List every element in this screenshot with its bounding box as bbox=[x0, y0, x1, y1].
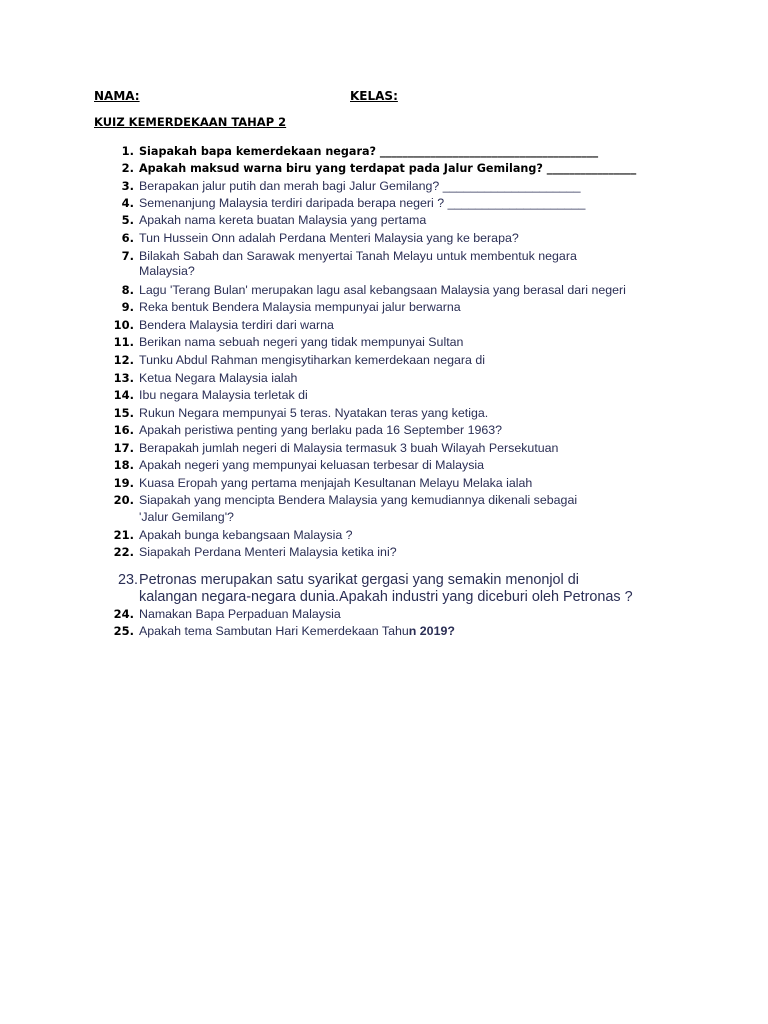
nama-label: NAMA: bbox=[94, 89, 140, 103]
question-text: Berikan nama sebuah negeri yang tidak mempunyai Sultan bbox=[139, 335, 464, 349]
question-text: Apakah peristiwa penting yang berlaku pada 16 September 1963? bbox=[139, 423, 503, 437]
question-text: Tun Hussein Onn adalah Perdana Menteri Malaysia yang ke berapa? bbox=[139, 231, 519, 245]
question-number: 6. bbox=[121, 231, 134, 245]
question-number: 19. bbox=[113, 476, 134, 490]
question-number: 11. bbox=[113, 335, 134, 349]
question-text: Ketua Negara Malaysia ialah bbox=[139, 371, 298, 385]
question-number: 25. bbox=[113, 624, 134, 638]
question-number: 14. bbox=[113, 388, 134, 402]
question-number: 4. bbox=[121, 196, 134, 210]
question-text: Tunku Abdul Rahman mengisytiharkan kemerdekaan negara di bbox=[139, 353, 485, 367]
question-number: 8. bbox=[121, 283, 134, 297]
question-number: 12. bbox=[113, 353, 134, 367]
question-number: 3. bbox=[121, 179, 134, 193]
question-text: Apakah maksud warna biru yang terdapat pada Jalur Gemilang? ________________ bbox=[139, 162, 637, 175]
question-text-line2: kalangan negara-negara dunia.Apakah industri yang diceburi oleh Petronas ? bbox=[139, 589, 633, 605]
question-text: Bilakah Sabah dan Sarawak menyertai Tanah Melayu untuk membentuk negara bbox=[139, 249, 577, 263]
question-text-line2: Malaysia? bbox=[139, 264, 195, 278]
question-number: 16. bbox=[113, 423, 134, 437]
question-number: 5. bbox=[121, 213, 134, 227]
question-text bbox=[139, 624, 455, 639]
question-number: 24. bbox=[113, 607, 134, 621]
question-text-bold: n 2019? bbox=[408, 624, 455, 638]
kelas-label: KELAS: bbox=[350, 89, 398, 103]
question-number: 10. bbox=[113, 318, 134, 332]
question-number: 13. bbox=[113, 371, 134, 385]
question-text: Lagu 'Terang Bulan' merupakan lagu asal kebangsaan Malaysia yang berasal dari negeri bbox=[139, 283, 626, 297]
question-text: Kuasa Eropah yang pertama menjajah Kesultanan Melayu Melaka ialah bbox=[139, 476, 533, 490]
question-number: 23. bbox=[117, 572, 138, 588]
question-text-main: Apakah tema Sambutan Hari Kemerdekaan Tahu bbox=[139, 624, 409, 638]
question-text: Siapakah yang mencipta Bendera Malaysia yang kemudiannya dikenali sebagai bbox=[139, 493, 578, 507]
question-text: Rukun Negara mempunyai 5 teras. Nyatakan teras yang ketiga. bbox=[139, 406, 489, 420]
quiz-title: KUIZ KEMERDEKAAN TAHAP 2 bbox=[94, 115, 287, 129]
question-number: 21. bbox=[113, 528, 134, 542]
question-number: 2. bbox=[121, 161, 134, 175]
question-text: Berapakah jumlah negeri di Malaysia termasuk 3 buah Wilayah Persekutuan bbox=[139, 441, 559, 455]
question-number: 15. bbox=[113, 406, 134, 420]
question-number: 9. bbox=[121, 300, 134, 314]
question-number: 17. bbox=[113, 441, 134, 455]
question-text: Reka bentuk Bendera Malaysia mempunyai jalur berwarna bbox=[139, 300, 461, 314]
question-text: Bendera Malaysia terdiri dari warna bbox=[139, 318, 334, 332]
question-text: Berapakan jalur putih dan merah bagi Jalur Gemilang? ____________________ bbox=[139, 179, 581, 193]
question-number: 7. bbox=[121, 249, 134, 263]
question-number: 18. bbox=[113, 458, 134, 472]
question-text: Namakan Bapa Perpaduan Malaysia bbox=[139, 607, 341, 621]
question-text: Semenanjung Malaysia terdiri daripada berapa negeri ? ____________________ bbox=[139, 196, 586, 210]
question-number: 20. bbox=[113, 493, 134, 507]
question-number: 1. bbox=[121, 144, 134, 158]
question-text-line2: 'Jalur Gemilang'? bbox=[139, 510, 234, 524]
question-text: Siapakah bapa kemerdekaan negara? _______________________________________ bbox=[139, 145, 599, 158]
question-text: Apakah nama kereta buatan Malaysia yang pertama bbox=[139, 213, 427, 227]
question-text: Siapakah Perdana Menteri Malaysia ketika ini? bbox=[139, 545, 397, 559]
question-text: Apakah bunga kebangsaan Malaysia ? bbox=[139, 528, 353, 542]
question-text: Petronas merupakan satu syarikat gergasi yang semakin menonjol di bbox=[139, 572, 579, 588]
question-number: 22. bbox=[113, 545, 134, 559]
question-text: Ibu negara Malaysia terletak di bbox=[139, 388, 308, 402]
question-text: Apakah negeri yang mempunyai keluasan terbesar di Malaysia bbox=[139, 458, 485, 472]
